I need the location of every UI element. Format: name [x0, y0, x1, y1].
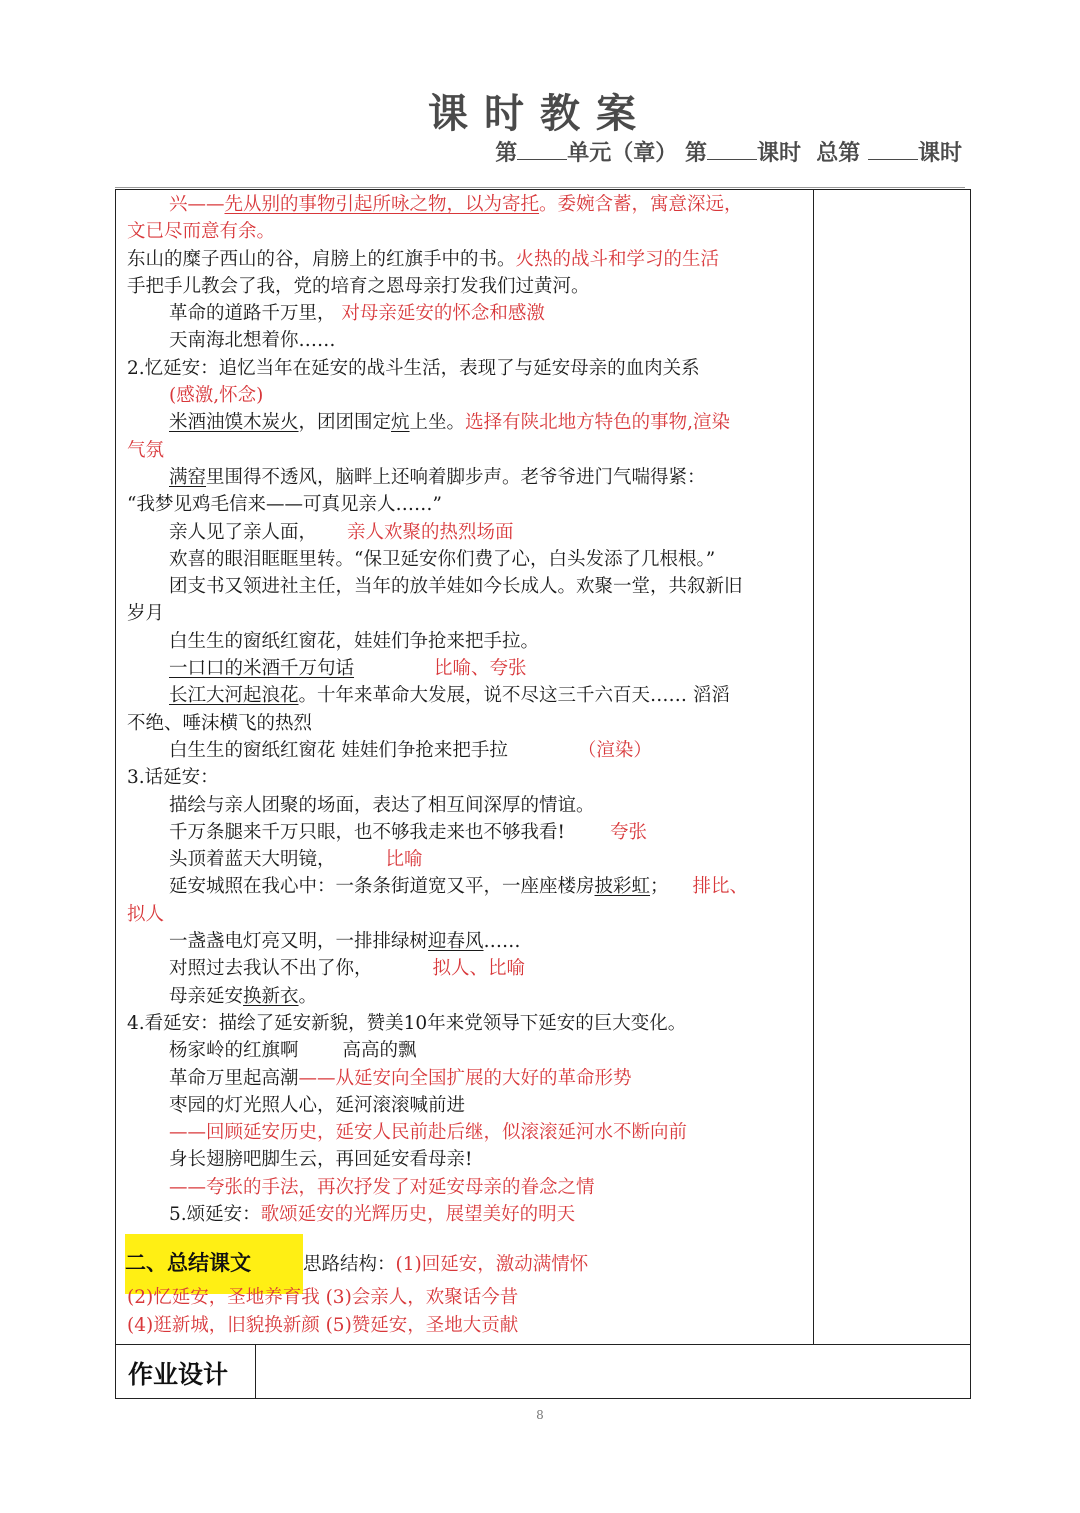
poem-line: 白生生的窗纸红窗花，娃娃们争抢来把手拉。	[169, 630, 540, 652]
poem-text: 白生生的窗纸红窗花 娃娃们争抢来把手拉	[169, 739, 508, 761]
poem-line: 不绝、唾沫横飞的热烈	[127, 712, 313, 734]
text-line	[127, 1037, 809, 1064]
poem-text: 一口口的米酒千万句话	[169, 658, 355, 680]
section-heading: 5.颂延安：	[169, 1203, 261, 1225]
unit-prefix: 第	[495, 141, 518, 166]
text-line	[127, 191, 809, 218]
text-line	[127, 955, 809, 982]
header-rule	[115, 187, 965, 188]
annotation: 夸张	[609, 821, 647, 843]
annotation: 比喻、夸张	[434, 658, 527, 680]
annotation: 排比、	[692, 876, 749, 898]
total-blank	[868, 141, 918, 160]
text-line	[127, 464, 809, 491]
annotation: 对母亲延安的怀念和感激	[341, 303, 545, 325]
homework-row-divider	[115, 1344, 971, 1345]
lesson-info	[495, 136, 962, 167]
notes-column-divider	[813, 189, 814, 1345]
poem-line: 欢喜的眼泪眶眶里转。“保卫延安你们费了心，白头发添了几根根。”	[169, 548, 716, 570]
text-line	[127, 819, 809, 846]
section-heading: 3.话延安：	[127, 767, 219, 789]
unit-label: 单元（章）	[567, 141, 678, 166]
summary-point: (4)逛新城，旧貌换新颜 (5)赞延安，圣地大贡献	[127, 1314, 519, 1336]
text-line	[127, 1201, 809, 1228]
text-line	[127, 1065, 809, 1092]
poem-text: 炕	[391, 412, 410, 434]
poem-text: 高高的飘	[342, 1040, 417, 1062]
poem-text: 里围得不透风，脑畔上还响着脚步声。老爷爷进门气喘得紧：	[206, 466, 706, 488]
unit-blank	[517, 141, 567, 160]
poem-text: 对照过去我认不出了你，	[169, 958, 373, 980]
poem-text: ……	[483, 931, 521, 953]
poem-text: 。	[298, 985, 318, 1007]
poem-text: 米酒油馍木炭火	[169, 412, 299, 434]
summary-heading: 二、总结课文	[125, 1234, 303, 1294]
text-line	[127, 300, 809, 327]
annotation: 拟人、比喻	[432, 958, 526, 980]
text-line	[127, 409, 809, 436]
summary-point: (1)回延安，激动满情怀	[395, 1254, 589, 1276]
lesson-blank	[707, 141, 757, 160]
poem-text: ，团团围定	[298, 412, 392, 434]
homework-label-divider	[255, 1344, 256, 1399]
text-line	[127, 873, 809, 900]
text-line	[127, 655, 809, 682]
poem-line: 天南海北想着你……	[169, 330, 336, 352]
section-heading: 4.看延安：描绘了延安新貌，赞美10年来党领导下延安的巨大变化。	[127, 1012, 687, 1034]
poem-text: 母亲延安	[169, 985, 244, 1007]
poem-text: ；	[650, 876, 669, 898]
text-line	[127, 983, 809, 1010]
poem-text: 长江大河起浪花	[169, 685, 299, 707]
poem-text: 革命万里起高潮	[169, 1067, 299, 1089]
poem-text: 上坐。	[409, 412, 466, 434]
poem-line: “我梦见鸡毛信来——可真见亲人……”	[127, 494, 442, 516]
text-line	[127, 519, 809, 546]
annotation-line: 气氛	[127, 439, 165, 461]
summary-point: (2)忆延安，圣地养育我 (3)会亲人，欢聚话今昔	[127, 1287, 519, 1309]
annotation: 先从别的事物引起所咏之物，以为寄托	[224, 194, 540, 215]
homework-label: 作业设计	[128, 1360, 229, 1389]
poem-text: 一盏盏电灯亮又明，一排排绿树	[169, 931, 429, 953]
annotation: 兴——	[169, 194, 225, 215]
page-number: 8	[536, 1408, 544, 1422]
text-line	[127, 846, 809, 873]
total-prefix: 总第	[816, 141, 861, 166]
lesson-prefix: 第	[684, 141, 707, 166]
poem-text: 千万条腿来千万只眼，也不够我走来也不够我看!	[169, 821, 565, 843]
poem-text: 。十年来革命大发展，说不尽这三千六百天…… 滔滔	[298, 685, 730, 707]
annotation: ——从延安向全国扩展的大好的革命形势	[298, 1067, 632, 1089]
poem-text: 头顶着蓝天大明镜，	[169, 849, 336, 871]
poem-text: 亲人见了亲人面，	[169, 521, 318, 543]
annotation: 。委婉含蓄，寓意深远，	[539, 194, 743, 215]
poem-text: 杨家岭的红旗啊	[169, 1040, 299, 1062]
poem-text: 迎春风	[428, 931, 484, 953]
text-line	[127, 928, 809, 955]
summary-line	[127, 1234, 809, 1280]
poem-line: 描绘与亲人团聚的场面，表达了相互间深厚的情谊。	[169, 794, 595, 816]
poem-line: 岁月	[127, 603, 165, 625]
lesson-content	[127, 191, 809, 1339]
poem-text: 东山的糜子西山的谷，肩膀上的红旗手中的书。	[127, 248, 516, 270]
poem-line: 身长翅膀吧脚生云，再回延安看母亲!	[169, 1149, 473, 1171]
poem-text: 披彩虹	[594, 876, 651, 898]
annotation: 火热的战斗和学习的生活	[515, 248, 720, 270]
lesson-label: 课时	[756, 141, 801, 166]
text-line	[127, 682, 809, 709]
total-label: 课时	[917, 141, 962, 166]
annotation-line: 文已尽而意有余。	[127, 221, 276, 243]
annotation-line: ——夸张的手法，再次抒发了对延安母亲的眷念之情	[169, 1176, 595, 1198]
annotation: 亲人欢聚的热烈场面	[347, 521, 514, 543]
text-line	[127, 737, 809, 764]
annotation: 比喻	[385, 849, 423, 871]
poem-line: 团支书又领进社主任，当年的放羊娃如今长成人。欢聚一堂，共叙新旧	[169, 576, 743, 598]
poem-text: 延安城照在我心中：一条条街道宽又平，一座座楼房	[169, 876, 595, 898]
section-heading: 2.忆延安：追忆当年在延安的战斗生活，表现了与延安母亲的血肉关系	[127, 357, 700, 379]
text-line	[127, 246, 809, 273]
poem-line: 枣园的灯光照人心，延河滚滚喊前进	[169, 1094, 466, 1116]
annotation-line: ——回顾延安历史，延安人民前赴后继，似滚滚延河水不断向前	[169, 1122, 688, 1144]
annotation-line: 拟人	[127, 903, 165, 925]
poem-text: 革命的道路千万里，	[169, 303, 336, 325]
page-title: 课时教案	[428, 91, 652, 137]
annotation: 歌颂延安的光辉历史，展望美好的明天	[260, 1203, 576, 1225]
poem-text: 满窑	[169, 466, 207, 488]
annotation-line: (感激,怀念)	[169, 385, 264, 407]
annotation: （渲染）	[577, 739, 652, 761]
poem-line: 手把手儿教会了我，党的培育之恩母亲打发我们过黄河。	[127, 275, 590, 297]
poem-text: 换新衣	[243, 985, 299, 1007]
summary-prefix: 思路结构：	[303, 1254, 396, 1276]
annotation: 选择有陕北地方特色的事物,渲染	[465, 412, 730, 434]
